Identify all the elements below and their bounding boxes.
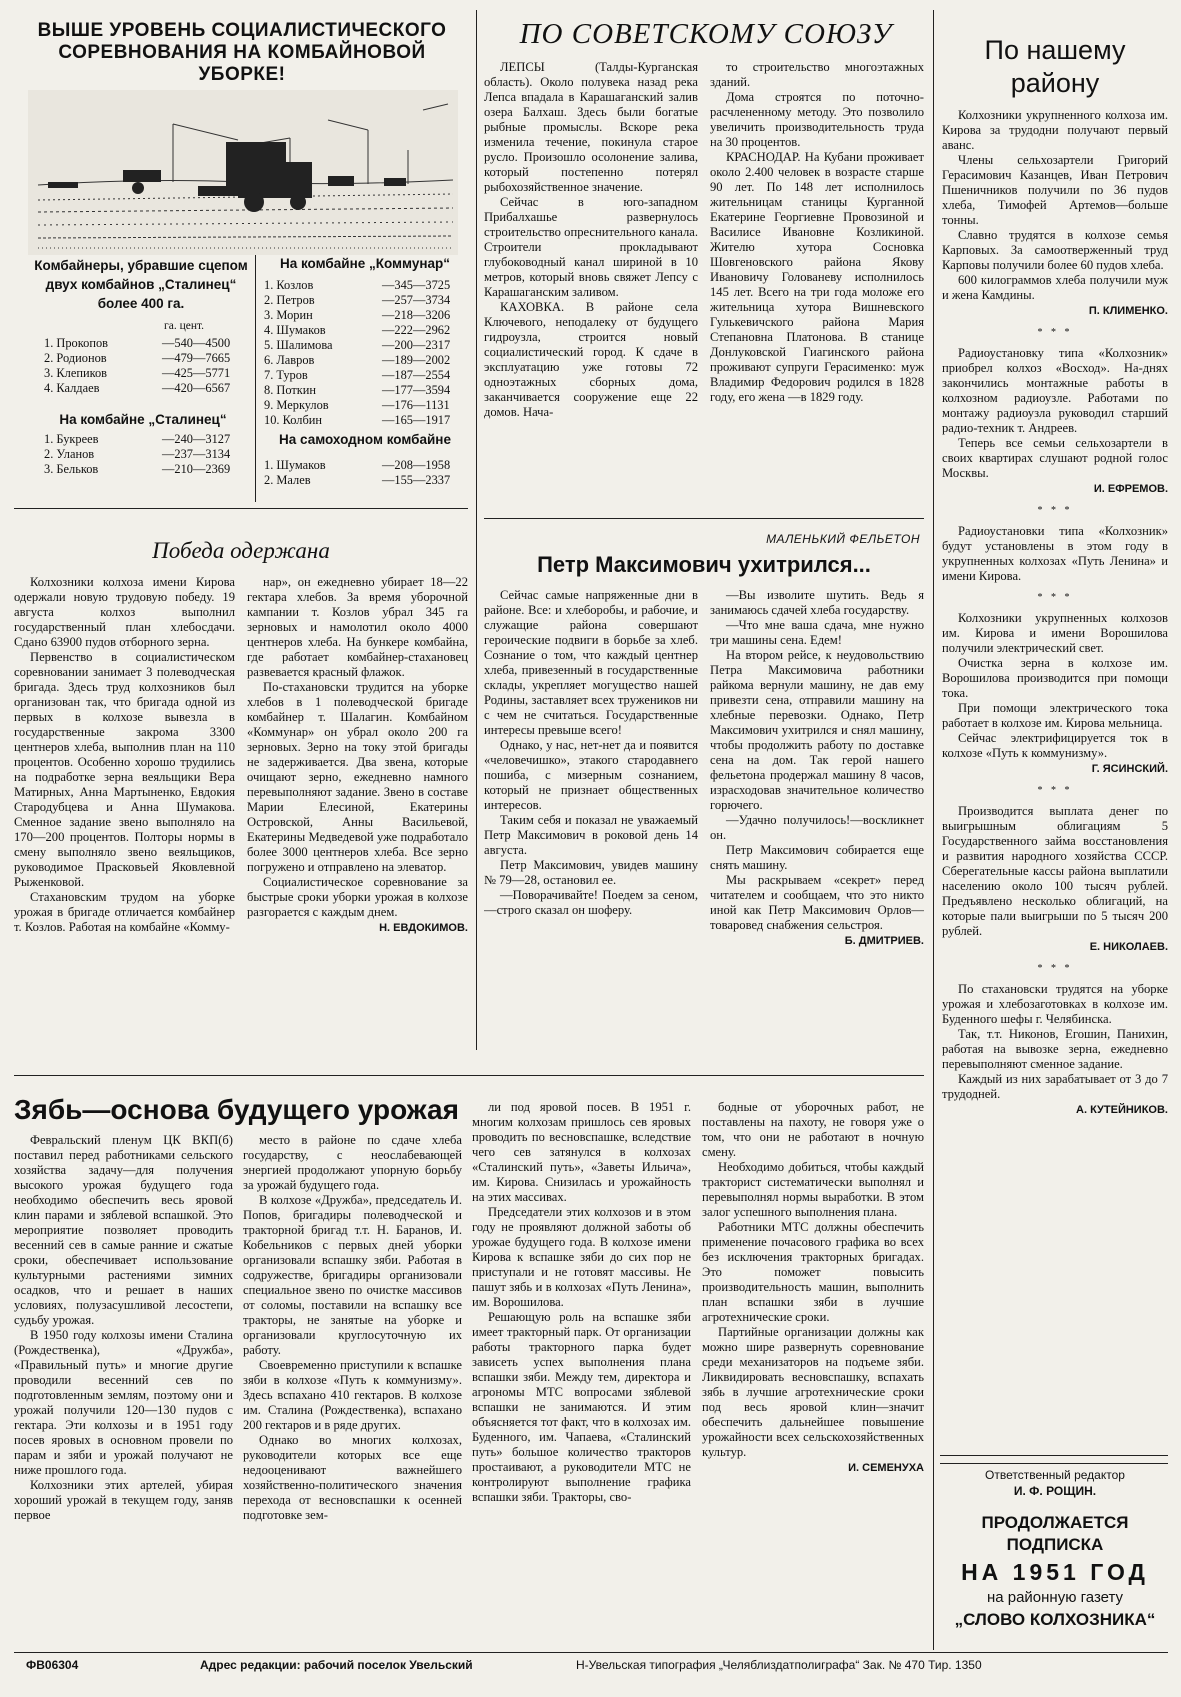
district-signature: И. ЕФРЕМОВ. [1093, 483, 1168, 495]
combiner-result: —222—2962 [382, 323, 451, 337]
paragraph: В 1950 году колхозы имени Сталина (Рождественка), «Дружба», «Правильный путь» и многие другие проводили весенний сев по подготовленным землям, поэтому они и урожай получили 120—130 пудов с гектара. Эти колхозы и в 1951 году посев яровых в основном провели по парам и зяби и урожай получают не ниже прошлого года. [14, 1328, 233, 1477]
paragraph: Производится выплата денег по выигрышным облигациям 5 Государственного займа восстановления и развития народного хозяйства СССР. Сберегательные кассы района выплатили населению около 100 тысяч рублей. Предъявлено несколько облигаций, на которые пали выигрыши по 5 тысяч 200 рублей. [942, 804, 1168, 938]
footer-rule [14, 1652, 1168, 1653]
paragraph: Однако, у нас, нет-нет да и появится «человечишко», этакого стародавнего пошиба, с мизерным сознанием, который не признает общественных интересов. [484, 738, 698, 812]
paragraph: Каждый из них зарабатывает от 3 до 7 трудодней. [942, 1072, 1168, 1101]
competition-headline: ВЫШЕ УРОВЕНЬ СОЦИАЛИСТИЧЕСКОГО СОРЕВНОВАНИЯ НА КОМБАЙНОВОЙ УБОРКЕ! [37, 20, 447, 85]
paragraph: ЛЕПСЫ (Талды-Курганская область). Около полувека назад река Лепса впадала в Карашаганский залив озера Балхаш. Здесь были богатые рыбные промыслы. Вскоре река изменила течение, покинула старое русло. Произошло осолонение залива, который постепенно потерял рыбохозяйственное значение. [484, 60, 698, 194]
results-group3-title: На комбайне „Коммунар“ [279, 256, 451, 271]
section-rule [940, 1455, 1168, 1456]
paragraph: Мы раскрываем «секрет» перед читателем и сообщаем, что это никто иной как Петр Максимович Орлов—товаровед снабжения сельстроя. [710, 873, 924, 932]
paragraph: КАХОВКА. В районе села Ключевого, неподалеку от будущего гидроузла, строится новый социалистический город. К сдаче в эксплуатацию уже готовы 72 одноэтажных сборных дома, заканчивается сооружение еще 22 домов. Нача- [484, 300, 698, 419]
paragraph: Так, т.т. Никонов, Егошин, Панихин, работая на вывозке зерна, ежедневно перевыполняют сменное задание. [942, 1027, 1168, 1071]
paragraph: Стахановским трудом на уборке урожая в бригаде отличается комбайнер т. Козлов. Работая на комбайне «Комму- [14, 890, 235, 934]
district-signature: А. КУТЕЙНИКОВ. [1076, 1104, 1168, 1116]
paragraph: Дома строятся по поточно-расчлененному методу. Это позволило увеличить производительность труда на 30 процентов. [710, 90, 924, 149]
units-label: га. цент. [164, 320, 205, 332]
section-rule [14, 508, 468, 509]
paragraph: нар», он ежедневно убирает 18—22 гектара хлебов. За время уборочной кампании т. Козлов убрал 345 га зерновых и намолотил около 4000 центнеров хлеба. На бункере комбайна, где работает комбайнер-стахановец развевается красный флажок. [247, 575, 468, 679]
result-row [264, 398, 450, 413]
ad-line-4: на районную газету [986, 1589, 1124, 1606]
combiner-result: —200—2317 [382, 338, 451, 352]
paragraph: Колхозники укрупненного колхоза им. Кирова за трудодни получают первый аванс. [942, 108, 1168, 152]
footer-printer: Н-Увельская типография „Челяблиздатполиграфа“ Зак. № 470 Тир. 1350 [576, 1658, 982, 1672]
result-row [44, 432, 230, 447]
combiner-name: 3. Бельков [44, 462, 99, 476]
column-rule [476, 10, 477, 1050]
left-results-title: Комбайнеры, убравшие сцепом двух комбайнов „Сталинец“ более 400 га. [34, 258, 248, 311]
feuilleton-column-2 [710, 588, 924, 1068]
combiner-result: —208—1958 [382, 458, 451, 472]
paragraph: Таким себя и показал не уважаемый Петр Максимович в роковой день 14 августа. [484, 813, 698, 857]
combiner-result: —257—3734 [382, 293, 451, 307]
column-rule [933, 1050, 934, 1650]
ad-line-2: ПОДПИСКА [1006, 1535, 1104, 1554]
divider-stars: * * * [1037, 592, 1073, 603]
paragraph: На втором рейсе, к неудовольствию Петра Максимовича работники райкома вернули машину, не дав ему привезти сена, отправили машину на хлебные перевозки. Однако, Петр Максимович ухитрился и снял машину, чтобы продолжить работу по доставке сена на дом. Так герой нашего фельетона продержал машину 8 часов, израсходовав значительное количество горючего. [710, 648, 924, 812]
paragraph: —Что мне ваша сдача, мне нужно три машины сена. Едем! [710, 618, 924, 647]
paragraph: КРАСНОДАР. На Кубани проживает около 2.400 человек в возрасте старше 90 лет. По 148 лет исполнилось жительницам станицы Курганной Екатерине Георгиевне Провозиной и Василисе Ивановне Козликиной. Жителю хутора Сосновка Шовгеновского района Якову Ивановичу Голованеву исполнилось 145 лет. Всего на три года моложе его жительница хутора Вишневского Гулькевичского района Мария Степановна Платонова. В станице Донлуковской Гиагинского района проживают супруги Герасименко: муж Владимир Федорович родился в 1828 году, его жена —в 1829 году. [710, 150, 924, 404]
paragraph: Работники МТС должны обеспечить применение почасового графика во всех без исключения тракторных бригадах. Это поможет повысить производительность машин, выполнить план вспашки зяби в лучшие агротехнические сроки. [702, 1220, 924, 1324]
combiner-name: 1. Шумаков [264, 458, 326, 472]
feuilleton-title: Петр Максимович ухитрился... [537, 552, 871, 577]
combiner-name: 4. Шумаков [264, 323, 326, 337]
result-row [44, 351, 230, 366]
footer-code: ФВ06304 [26, 1658, 79, 1672]
combiner-result: —177—3594 [382, 383, 451, 397]
district-item [942, 108, 1168, 319]
combiner-name: 6. Лавров [264, 353, 315, 367]
district-signature: Г. ЯСИНСКИЙ. [1091, 763, 1168, 775]
section-rule [14, 1075, 924, 1076]
paragraph: Колхозники укрупненных колхозов им. Кирова и имени Ворошилова получили электрический свет. [942, 611, 1168, 655]
combiner-result: —210—2369 [162, 462, 231, 476]
combiner-name: 3. Морин [264, 308, 313, 322]
paragraph: ли под яровой посев. В 1951 г. многим колхозам пришлось сев яровых проводить по весновспашке, вследствие чего сев затянулся в колхозах «Сталинский путь», «Заветы Ильича», им. Кирова. Снизилась и урожайность на этих массивах. [472, 1100, 691, 1204]
paragraph: Члены сельхозартели Григорий Герасимович Казанцев, Иван Петрович Пшеничников получили по 36 пудов хлеба, Тимофей Артемов—больше тонны. [942, 153, 1168, 227]
column-rule [933, 10, 934, 1050]
paragraph: Первенство в социалистическом соревновании занимает 3 полеводческая бригада. Здесь труд колхозников был организован так, что бригада одной из первых в колхозе вывезла в государственные закрома 3300 центнеров хлеба, выполнив план на 110 процентов. Особенно хорошо трудились на подработке зерна веяльщики Вера Матирных, Анна Мартыненко, Евдокия Стародубцева и Анна Шумакова. Сменное задание звено выполняло на 170—200 процентов. Полторы нормы в смену выполняло звено веяльщиков, руководимое Прасковьей Яковлевной Рыженковой. [14, 650, 235, 889]
paragraph: Колхозники колхоза имени Кирова одержали новую трудовую победу. 19 августа колхоз выполнил государственный план хлебосдачи. Сдано 63900 пудов отборного зерна. [14, 575, 235, 649]
ad-line-3: НА 1951 ГОД [961, 1559, 1149, 1585]
combiner-name: 10. Колбин [264, 413, 323, 427]
combiner-name: 1. Прокопов [44, 336, 108, 350]
victory-column-2 [247, 575, 468, 1065]
paragraph: Радиоустановки типа «Колхозник» будут установлены в этом году в укрупненных колхозах «Путь Ленина» и имени Кирова. [942, 524, 1168, 583]
result-row [264, 323, 450, 338]
combiner-name: 9. Меркулов [264, 398, 329, 412]
combiner-name: 2. Родионов [44, 351, 107, 365]
combiner-result: —345—3725 [382, 278, 451, 292]
divider-stars: * * * [1037, 505, 1073, 516]
paragraph: Однако во многих колхозах, руководители которых все еще недооценивают важнейшего хозяйственно-политического значения перехода от весновспашки к осенней подготовке зем- [243, 1433, 462, 1522]
section-rule [484, 518, 924, 519]
ussr-title: ПО СОВЕТСКОМУ СОЮЗУ [519, 18, 893, 50]
divider-stars: * * * [1037, 785, 1073, 796]
district-column [942, 108, 1168, 1448]
combiner-name: 2. Уланов [44, 447, 95, 461]
paragraph: место в районе по сдаче хлеба государству, с неослабевающей энергией продолжают упорную борьбу за урожай будущего года. [243, 1133, 462, 1192]
combiner-name: 4. Калдаев [44, 381, 100, 395]
paragraph: Сейчас в юго-западном Прибалхашье развернулось строительство опреснительного канала. Строители прокладывают глубоководный канал шириной в 10 метров, который вновь свяжет Лепсу с Карашаганским заливом. [484, 195, 698, 299]
paragraph: бодные от уборочных работ, не поставлены на пахоту, не говоря уже о том, что они не работают в ночную смену. [702, 1100, 924, 1159]
paragraph: —Вы изволите шутить. Ведь я занимаюсь сдачей хлеба государству. [710, 588, 924, 617]
zyab-column-2 [243, 1133, 462, 1647]
district-item [942, 982, 1168, 1118]
combiner-result: —420—6567 [162, 381, 231, 395]
result-row [44, 381, 230, 396]
combiner-name: 7. Туров [264, 368, 308, 382]
ad-line-1: ПРОДОЛЖАЕТСЯ [981, 1513, 1129, 1532]
paragraph: то строительство многоэтажных зданий. [710, 60, 924, 89]
paragraph: В колхозе «Дружба», председатель И. Попов, бригадиры полеводческой и тракторной бригад т.т. Н. Баранов, И. Кобельников с первых дней уборки организовали вспашку зяби. Работая в содружестве, бригадиры организовали специальное звено по очистке массивов от соломы, поставили на вспашку все тракторы, не занятые на уборке и организовали круглосуточную их работу. [243, 1193, 462, 1357]
paragraph: 600 килограммов хлеба получили муж и жена Камдины. [942, 273, 1168, 302]
combiner-result: —155—2337 [382, 473, 451, 487]
district-title: По нашему району [984, 35, 1126, 98]
paragraph: Своевременно приступили к вспашке зяби в колхозе «Путь к коммунизму». Здесь вспахано 410 гектаров. В колхозе им. Сталина (Рождественка), вспахано 200 гектаров и в ряде других. [243, 1358, 462, 1432]
result-row [264, 308, 450, 323]
paragraph: Решающую роль на вспашке зяби имеет тракторный парк. От организации работы тракторного парка будет зависеть успех выполнения плана вспашки зяби. Между тем, директора и агрономы МТС вопросами зяблевой вспашки не занимаются. И этим объясняется тот факт, что в колхозах им. Буденного, им. Чапаева, «Сталинский путь» большое количество тракторов простаивают, а руководители МТС не контролируют выполнение графика вспашки зяби. Тракторы, сво- [472, 1310, 691, 1504]
victory-column-1 [14, 575, 235, 1065]
result-row [264, 353, 450, 368]
paragraph: При помощи электрического тока работает в колхозе им. Кирова мельница. [942, 701, 1168, 730]
results-group4-title: На самоходном комбайне [279, 432, 451, 447]
combiner-name: 2. Петров [264, 293, 315, 307]
paragraph: Колхозники этих артелей, убирая хороший урожай в текущем году, заняв первое [14, 1478, 233, 1522]
paragraph: По-стахановски трудится на уборке хлебов в 1 полеводческой бригаде комбайнер т. Шалагин. Комбайном «Коммунар» он убрал около 200 га зерновых. Зерно на току этой бригады не задерживается. Два звена, которые очищают зерно, ежедневно намного перевыполняют задание. Звено в составе Марии Елесиной, Екатерины Островской, Анны Васильевой, Екатерины Медведевой уже подработало более 3000 центнеров хлеба. Все зерно погружено и отправлено на элеватор. [247, 680, 468, 874]
combiner-result: —479—7665 [162, 351, 231, 365]
paragraph: Славно трудятся в колхозе семья Карповых. За самоотверженный труд Карповы получили более 60 пудов хлеба. [942, 228, 1168, 272]
zyab-title: Зябь—основа будущего урожая [14, 1094, 459, 1125]
combiner-result: —425—5771 [162, 366, 231, 380]
zyab-column-1 [14, 1133, 233, 1647]
paragraph: —Поворачивайте! Поедем за сеном,—строго сказал он шоферу. [484, 888, 698, 917]
zyab-column-4 [702, 1100, 924, 1647]
result-row [44, 366, 230, 381]
result-row [44, 447, 230, 462]
combiner-name: 1. Козлов [264, 278, 314, 292]
result-row [264, 458, 450, 473]
divider-stars: * * * [1037, 963, 1073, 974]
combiner-result: —176—1131 [382, 398, 450, 412]
combine-harvester-illustration [28, 90, 458, 255]
feuilleton-column-1 [484, 588, 698, 1068]
combiner-result: —165—1917 [382, 413, 451, 427]
results-table-group1 [44, 336, 230, 396]
combiner-name: 2. Малев [264, 473, 311, 487]
district-signature: Е. НИКОЛАЕВ. [1089, 941, 1168, 953]
results-group2-title: На комбайне „Сталинец“ [59, 412, 227, 427]
paragraph: Сейчас электрифицируется ток в колхозе «Путь к коммунизму». [942, 731, 1168, 760]
paragraph: По стахановски трудятся на уборке урожая и хлебозаготовках в колхозе им. Буденного шефы г. Челябинска. [942, 982, 1168, 1026]
paragraph: Февральский пленум ЦК ВКП(б) поставил перед работниками сельского хозяйства задачу—для получения высокого урожая будущего года необходимо обеспечить весь яровой клин парами и зяблевой вспашкой. Это мероприятие позволяет проводить весенний сев в самые ранние и сжатые сроки, обеспечивает использование культурными растениями зимних осадков, что и решает в наших условиях, полузасушливой лесостепи, судьбу урожая. [14, 1133, 233, 1327]
result-row [264, 293, 450, 308]
feuilleton-signature: Б. ДМИТРИЕВ. [844, 935, 924, 947]
result-row [264, 338, 450, 353]
paragraph: Председатели этих колхозов и в этом году не проявляют должной заботы об урожае будущего года. В колхозе имени Кирова к вспашке зяби до сих пор не приступали и не готовят массивы. Не пашут зябь и в колхозах «Путь Ленина», им. Ворошилова. [472, 1205, 691, 1309]
district-item [942, 524, 1168, 584]
result-row [44, 336, 230, 351]
paragraph: Партийные организации должны как можно шире развернуть соревнование среди механизаторов на подъеме зяби. Ликвидировать весновспашку, вспахать зябь в лучшие агротехнические сроки под весь яровой клин—значит обеспечить дальнейшее повышение урожайности всех сельскохозяйственных культур. [702, 1325, 924, 1459]
result-row [264, 473, 450, 488]
paragraph: Петр Максимович собирается еще снять машину. [710, 843, 924, 872]
zyab-signature: И. СЕМЕНУХА [848, 1462, 924, 1474]
result-row [264, 368, 450, 383]
paragraph: Сейчас самые напряженные дни в районе. Все: и хлеборобы, и рабочие, и служащие района совершают героические подвиги в борьбе за хлеб. Сознание о том, что каждый центнер хлеба, привезенный в государственные склады, укрепляет могущество нашей Родины, заставляет всех тружеников ни с чем не считаться. Государственные интересы превыше всего! [484, 588, 698, 737]
paragraph: Социалистическое соревнование за быстрые сроки уборки урожая в колхозе разгорается с каждым днем. [247, 875, 468, 919]
paragraph: —Удачно получилось!—воскликнет он. [710, 813, 924, 842]
district-signature: П. КЛИМЕНКО. [1088, 305, 1168, 317]
combiner-result: —240—3127 [162, 432, 231, 446]
district-item [942, 346, 1168, 497]
footer-address: Адрес редакции: рабочий поселок Увельский [200, 1658, 473, 1672]
combiner-result: —540—4500 [162, 336, 231, 350]
combiner-name: 3. Клепиков [44, 366, 108, 380]
district-item [942, 804, 1168, 955]
combiner-result: —237—3134 [162, 447, 231, 461]
combiner-result: —218—3206 [382, 308, 451, 322]
result-row [44, 462, 230, 477]
section-rule [940, 1463, 1168, 1464]
paragraph: Петр Максимович, увидев машину № 79—28, остановил ее. [484, 858, 698, 887]
editor-name: И. Ф. РОЩИН. [1013, 1484, 1097, 1498]
ad-line-5: „СЛОВО КОЛХОЗНИКА“ [954, 1610, 1156, 1629]
editor-label: Ответственный редактор [985, 1468, 1125, 1482]
combiner-result: —189—2002 [382, 353, 451, 367]
ussr-column-2 [710, 60, 924, 512]
paragraph: Радиоустановку типа «Колхозник» приобрел колхоз «Восход». На-днях закончились монтажные работы в колхозном радиоузле. Работами по монтажу радиоузла руководил старший радио-техник т. Андреев. [942, 346, 1168, 435]
result-row [264, 413, 450, 428]
zyab-column-3 [472, 1100, 691, 1647]
results-table-group3 [264, 278, 450, 428]
paragraph: Теперь все семьи сельхозартели в своих квартирах слушают родной голос Москвы. [942, 436, 1168, 480]
results-table-group4 [264, 458, 450, 488]
paragraph: Необходимо добиться, чтобы каждый тракторист систематически выполнял и перевыполнял нормы выработки. В этом залог успешного выполнения плана. [702, 1160, 924, 1219]
district-item [942, 611, 1168, 777]
paragraph: Очистка зерна в колхозе им. Ворошилова производится при помощи тока. [942, 656, 1168, 700]
victory-title: Победа одержана [152, 538, 330, 563]
results-table-group2 [44, 432, 230, 477]
victory-signature: Н. ЕВДОКИМОВ. [379, 922, 468, 934]
feuilleton-kicker: МАЛЕНЬКИЙ ФЕЛЬЕТОН [766, 532, 920, 546]
combiner-name: 5. Шалимова [264, 338, 333, 352]
competition-section [14, 14, 472, 504]
combiner-name: 8. Поткин [264, 383, 317, 397]
combiner-name: 1. Букреев [44, 432, 99, 446]
result-row [264, 278, 450, 293]
combiner-result: —187—2554 [382, 368, 451, 382]
subscription-ad [942, 1512, 1168, 1632]
ussr-column-1 [484, 60, 698, 512]
divider-stars: * * * [1037, 327, 1073, 338]
result-row [264, 383, 450, 398]
